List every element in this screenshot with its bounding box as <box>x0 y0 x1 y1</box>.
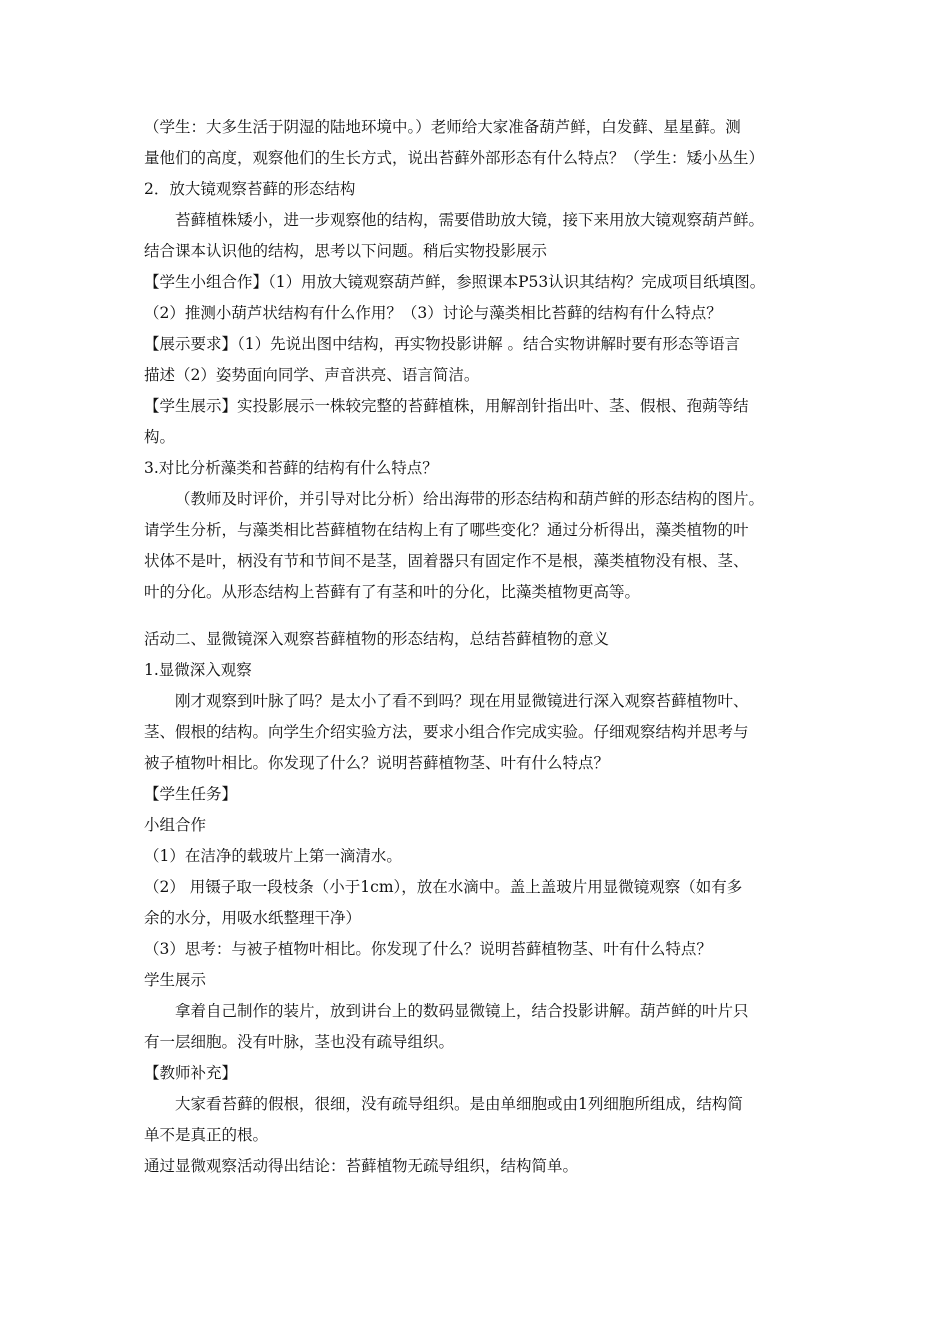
paragraph-line: 构。 <box>144 428 176 446</box>
list-item: （1）在洁净的载玻片上第一滴清水。 <box>144 847 402 865</box>
paragraph-line: 苔藓植株矮小，进一步观察他的结构，需要借助放大镜，接下来用放大镜观察葫芦鲜。 <box>175 211 765 229</box>
paragraph-line: 拿着自己制作的装片，放到讲台上的数码显微镜上，结合投影讲解。葫芦鲜的叶片只 <box>175 1002 749 1020</box>
paragraph-line: 【学生展示】实投影展示一株较完整的苔藓植株，用解剖针指出叶、茎、假根、孢蒴等结 <box>144 397 749 415</box>
paragraph-line: （教师及时评价，并引导对比分析）给出海带的形态结构和葫芦鲜的形态结构的图片。 <box>175 490 765 508</box>
paragraph-line: 茎、假根的结构。向学生介绍实验方法，要求小组合作完成实验。仔细观察结构并思考与 <box>144 723 749 741</box>
section-heading: 3.对比分析藻类和苔藓的结构有什么特点？ <box>144 459 438 477</box>
paragraph-line: 有一层细胞。没有叶脉，茎也没有疏导组织。 <box>144 1033 455 1051</box>
paragraph-line: 量他们的高度，观察他们的生长方式，说出苔藓外部形态有什么特点？（学生：矮小丛生） <box>144 149 765 167</box>
list-item: （2） 用镊子取一段枝条（小于1cm），放在水滴中。盖上盖玻片用显微镜观察（如有多 <box>144 878 743 896</box>
paragraph-line: 请学生分析，与藻类相比苔藓植物在结构上有了哪些变化？通过分析得出，藻类植物的叶 <box>144 521 749 539</box>
document-body <box>144 112 819 1182</box>
paragraph-line: 描述（2）姿势面向同学、声音洪亮、语言简洁。 <box>144 366 480 384</box>
paragraph-line: 余的水分，用吸水纸整理干净） <box>144 909 362 927</box>
section-heading: 2．放大镜观察苔藓的形态结构 <box>144 180 356 198</box>
section-heading: 【教师补充】 <box>144 1064 238 1082</box>
paragraph-line: 【展示要求】（1）先说出图中结构，再实物投影讲解 。结合实物讲解时要有形态等语言 <box>144 335 741 353</box>
paragraph-line: 学生展示 <box>144 971 207 989</box>
paragraph-line: 小组合作 <box>144 816 207 834</box>
activity-heading: 活动二、显微镜深入观察苔藓植物的形态结构，总结苔藓植物的意义 <box>144 630 610 648</box>
paragraph-line: 通过显微观察活动得出结论：苔藓植物无疏导组织，结构简单。 <box>144 1157 579 1175</box>
paragraph-line: 【学生小组合作】（1）用放大镜观察葫芦鲜，参照课本P53认识其结构？完成项目纸填图。 <box>144 273 766 291</box>
paragraph-line: 被子植物叶相比。你发现了什么？说明苔藓植物茎、叶有什么特点？ <box>144 754 610 772</box>
paragraph-line: 结合课本认识他的结构，思考以下问题。稍后实物投影展示 <box>144 242 548 260</box>
section-heading: 【学生任务】 <box>144 785 238 803</box>
paragraph-line: 大家看苔藓的假根，很细，没有疏导组织。是由单细胞或由1列细胞所组成，结构简 <box>175 1095 743 1113</box>
paragraph-line: 刚才观察到叶脉了吗？是太小了看不到吗？现在用显微镜进行深入观察苔藓植物叶、 <box>175 692 749 710</box>
paragraph-line: （学生：大多生活于阴湿的陆地环境中。）老师给大家准备葫芦鲜，白发藓、星星藓。测 <box>144 118 741 136</box>
paragraph-line: （2）推测小葫芦状结构有什么作用？（3）讨论与藻类相比苔藓的结构有什么特点？ <box>144 304 722 322</box>
paragraph-gap <box>144 608 819 624</box>
paragraph-line: 单不是真正的根。 <box>144 1126 269 1144</box>
list-item: （3）思考：与被子植物叶相比。你发现了什么？说明苔藓植物茎、叶有什么特点？ <box>144 940 712 958</box>
section-heading: 1.显微深入观察 <box>144 661 252 679</box>
paragraph-line: 状体不是叶，柄没有节和节间不是茎，固着器只有固定作不是根，藻类植物没有根、茎、 <box>144 552 749 570</box>
paragraph-line: 叶的分化。从形态结构上苔藓有了有茎和叶的分化，比藻类植物更高等。 <box>144 583 641 601</box>
